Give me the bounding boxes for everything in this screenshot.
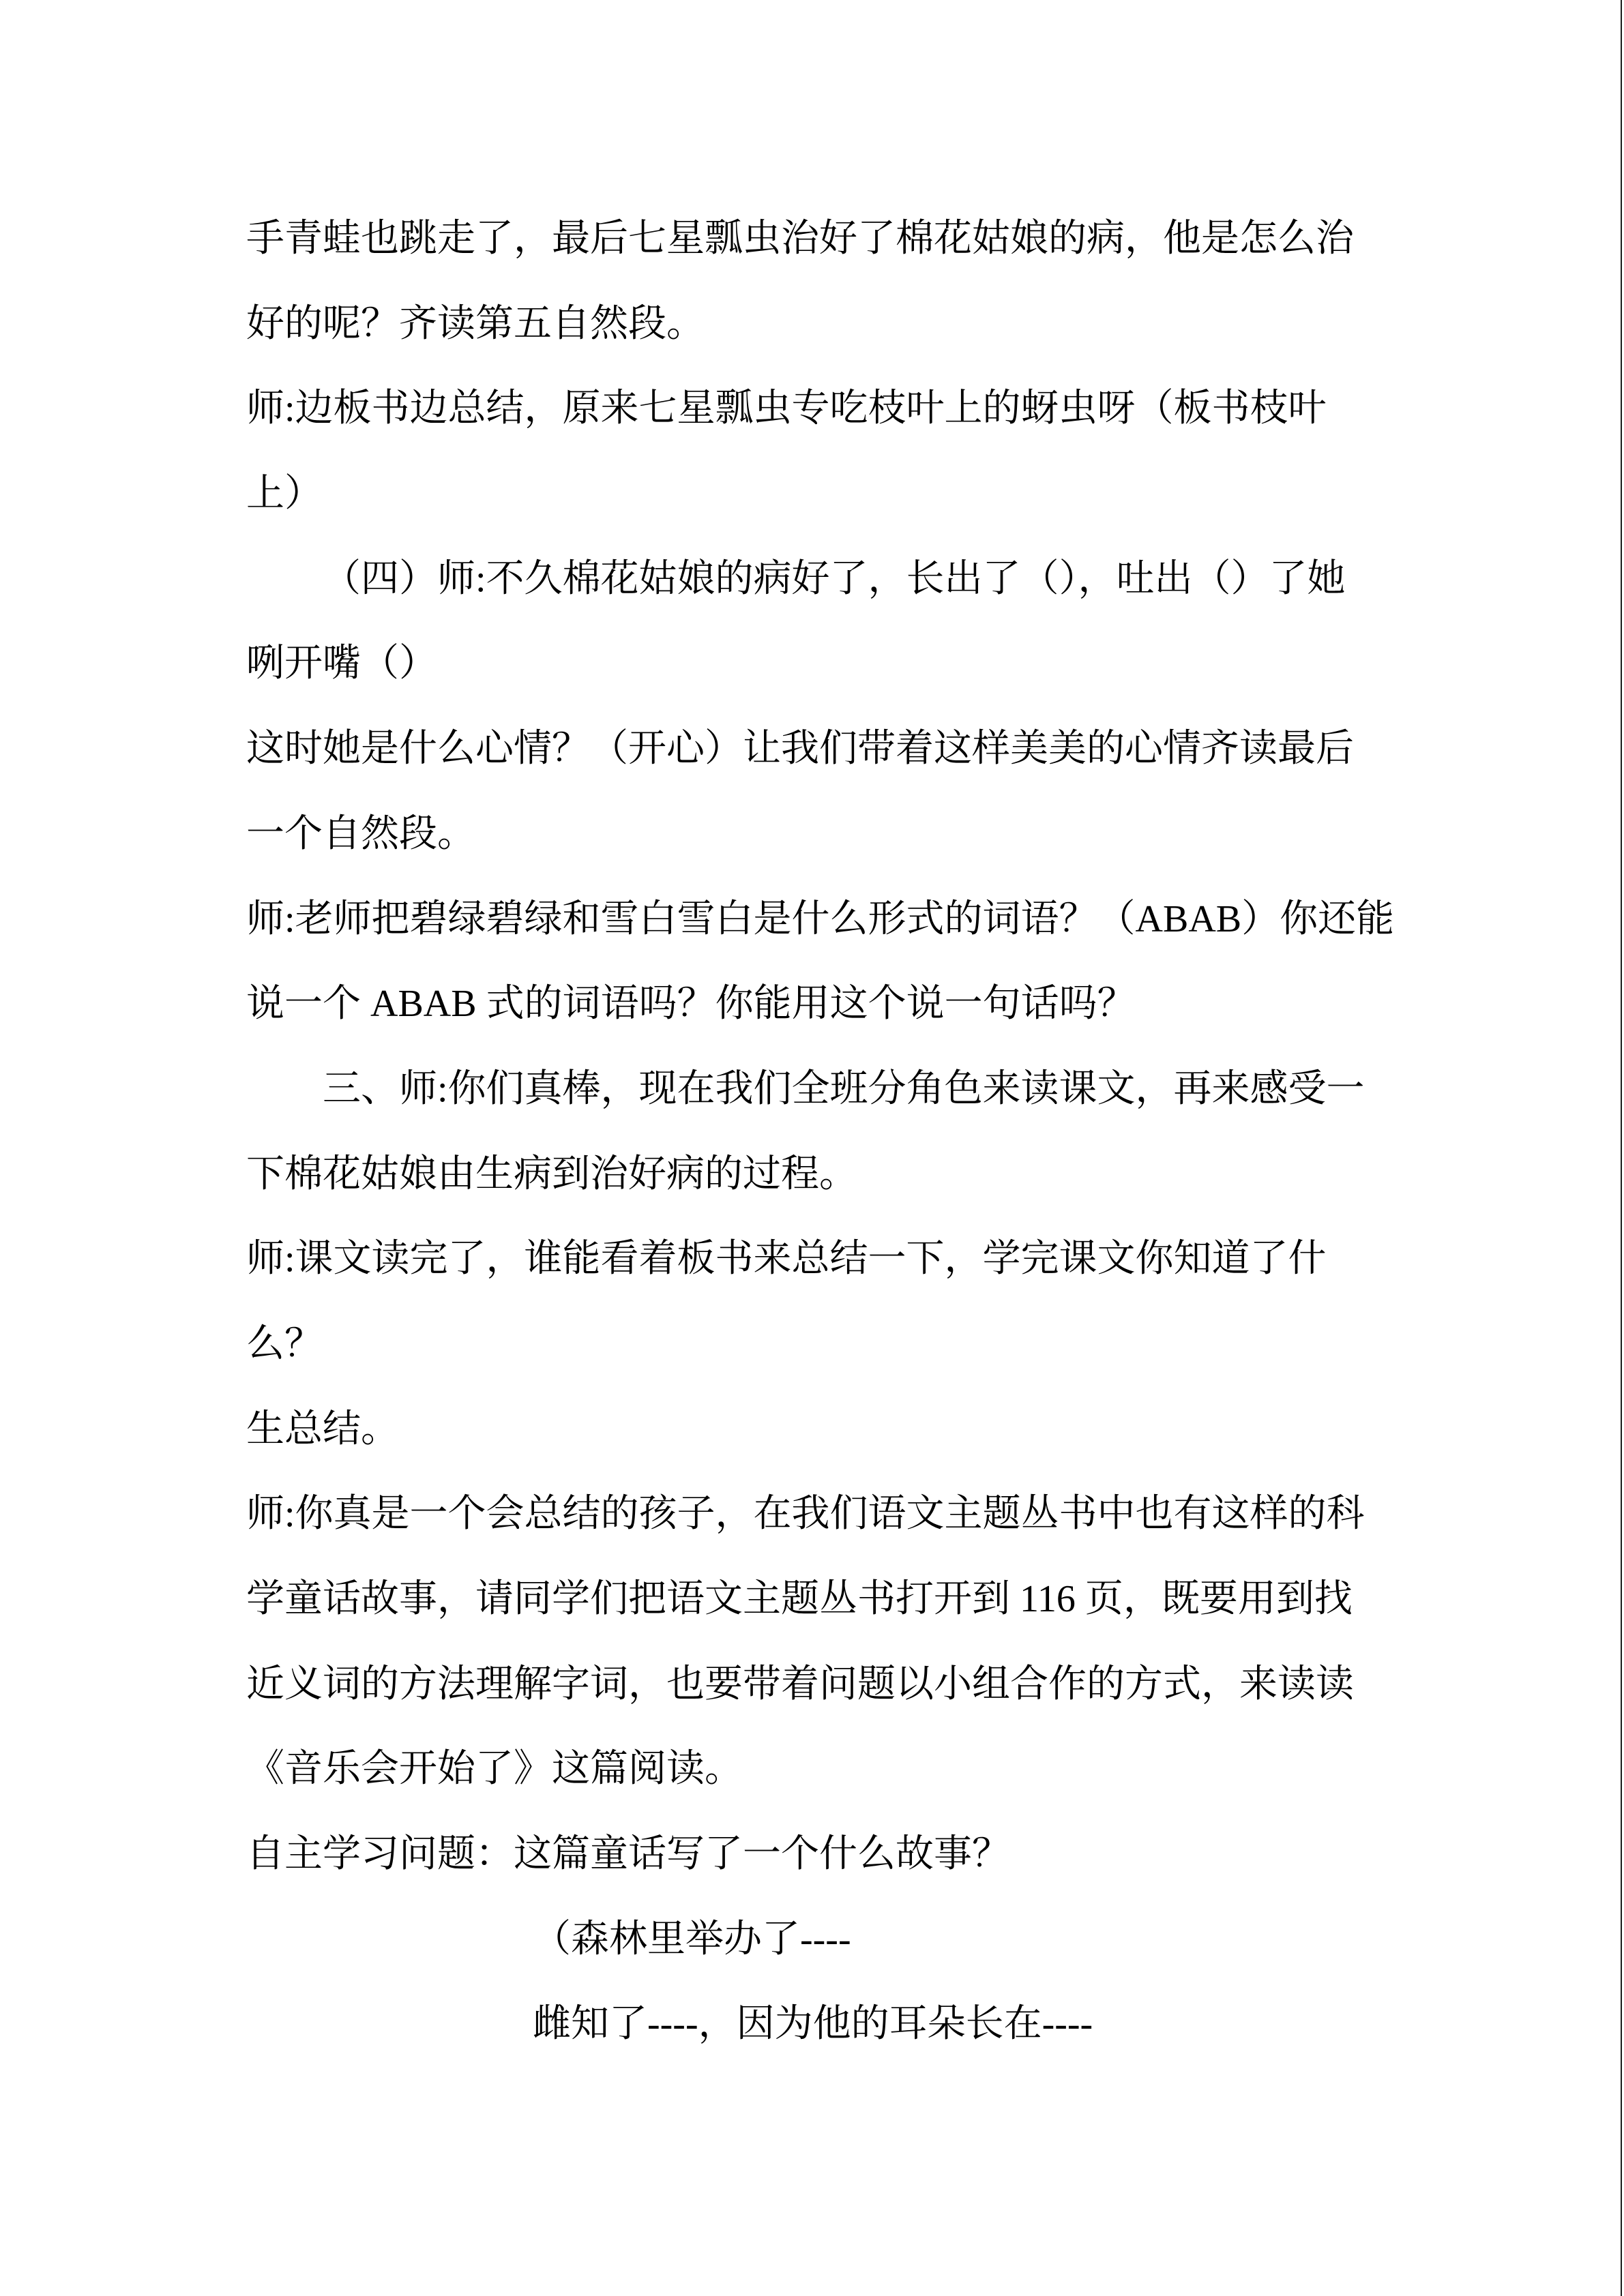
answer-hint-line: （森林里举办了---- [533, 1918, 851, 1960]
text-line: 《音乐会开始了》这篇阅读。 [246, 1748, 743, 1791]
text-line: 好的呢？齐读第五自然段。 [246, 302, 705, 345]
text-line: 这时她是什么心情？（开心）让我们带着这样美美的心情齐读最后 [246, 728, 1354, 771]
answer-hint-line: 雌知了----，因为他的耳朵长在---- [533, 2003, 1093, 2046]
text-line: 近义词的方法理解字词，也要带着问题以小组合作的方式，来读读 [246, 1663, 1354, 1705]
text-line: 师:老师把碧绿碧绿和雪白雪白是什么形式的词语？（ABAB）你还能 [246, 897, 1395, 940]
text-line-indented: 三、师:你们真棒，现在我们全班分角色来读课文，再来感受一 [323, 1067, 1365, 1110]
text-line-indented: （四）师:不久棉花姑娘的病好了，长出了（），吐出（）了她 [323, 557, 1346, 600]
text-line: 一个自然段。 [246, 812, 475, 855]
text-line: 说一个 ABAB 式的词语吗？你能用这个说一句话吗？ [246, 983, 1136, 1026]
text-line: 么？ [246, 1322, 323, 1365]
text-line: 师:边板书边总结，原来七星瓢虫专吃枝叶上的蚜虫呀（板书枝叶 [246, 387, 1327, 430]
text-line: 师:课文读完了，谁能看着板书来总结一下，学完课文你知道了什 [246, 1238, 1327, 1281]
page-edge-rule [1621, 0, 1622, 2296]
text-line: 下棉花姑娘由生病到治好病的过程。 [246, 1152, 857, 1195]
document-body [246, 196, 1542, 2067]
text-line: 师:你真是一个会总结的孩子，在我们语文主题丛书中也有这样的科 [246, 1493, 1365, 1536]
text-line: 咧开嘴（） [246, 642, 437, 685]
text-line: 上） [246, 473, 323, 516]
question-line: 自主学习问题：这篇童话写了一个什么故事？ [246, 1833, 1010, 1876]
text-line: 学童话故事，请同学们把语文主题丛书打开到 116 页，既要用到找 [246, 1578, 1353, 1620]
text-line: 手青蛙也跳走了，最后七星瓢虫治好了棉花姑娘的病，他是怎么治 [246, 218, 1354, 260]
text-line: 生总结。 [246, 1407, 399, 1450]
